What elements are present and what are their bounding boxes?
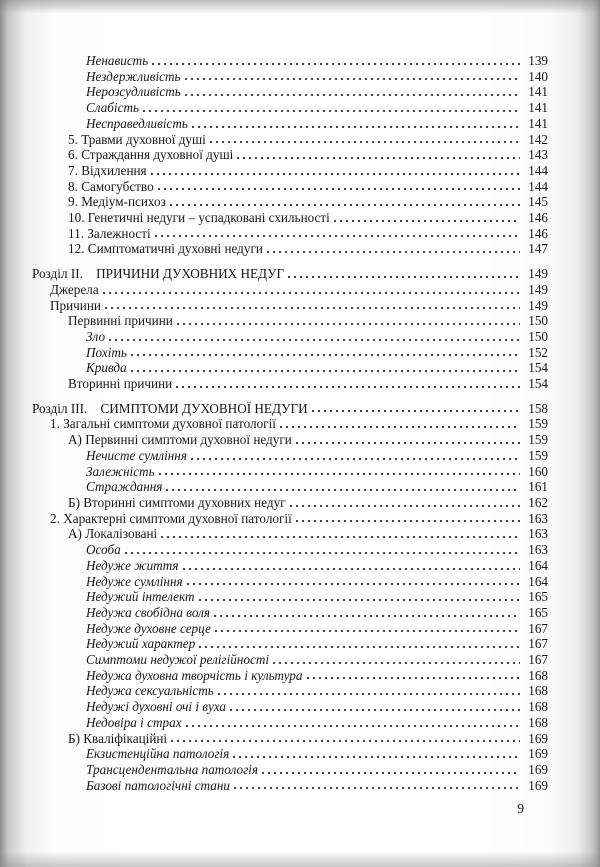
toc-entry-label: Нерозсудливість (86, 84, 181, 100)
leader-dots (158, 179, 520, 195)
toc-entry-page: 152 (528, 344, 548, 360)
toc-entry (32, 266, 548, 282)
toc-entry-label: Зло (86, 328, 106, 344)
leader-dots (143, 100, 520, 116)
leader-dots (290, 495, 520, 511)
leader-dots (334, 210, 520, 226)
toc-entry (32, 84, 548, 100)
leader-dots (105, 298, 520, 314)
leader-dots (192, 116, 520, 132)
toc-entry-page: 139 (528, 53, 548, 68)
toc-entry-page: 168 (528, 714, 548, 730)
toc-entry-page: 169 (528, 761, 548, 777)
toc-entry-label: Причини (50, 297, 101, 313)
toc-entry-label: Недужий інтелект (86, 589, 195, 605)
leader-dots (125, 542, 520, 558)
leader-dots (262, 762, 520, 778)
leader-dots (176, 376, 520, 392)
toc-entry (32, 668, 548, 684)
toc-entry-label: Недужий характер (86, 636, 196, 652)
leader-dots (230, 699, 520, 715)
toc-entry (32, 542, 548, 558)
toc-entry-page: 140 (528, 68, 548, 84)
toc-entry-label: 6. Страждання духовної душі (68, 147, 234, 163)
toc-entry-page: 165 (528, 604, 548, 620)
toc-entry-page: 154 (528, 376, 548, 392)
toc-entry-page: 150 (528, 328, 548, 344)
toc-entry (32, 778, 548, 794)
toc-entry (32, 731, 548, 747)
toc-entry (32, 345, 548, 361)
toc-entry (32, 179, 548, 195)
leader-dots (185, 69, 520, 85)
leader-dots (233, 746, 520, 762)
toc-entry (32, 210, 548, 226)
toc-entry-page: 162 (528, 494, 548, 510)
toc-entry-page: 146 (528, 210, 548, 226)
toc-entry (32, 495, 548, 511)
leader-dots (187, 574, 520, 590)
toc-entry-label: Недужа сексуальність (86, 683, 214, 699)
toc-entry-label: 2. Характерні симптоми духовної патології (50, 510, 292, 526)
toc-entry (32, 746, 548, 762)
toc-entry-page: 168 (528, 667, 548, 683)
toc-entry (32, 416, 548, 432)
toc-entry-label: Недужі духовні очі і вуха (86, 699, 226, 715)
toc-entry-label: Недужа духовна творчість і культура (86, 667, 303, 683)
toc-entry (32, 621, 548, 637)
toc-entry (32, 448, 548, 464)
toc-entry (32, 479, 548, 495)
leader-dots (288, 266, 520, 282)
toc-entry-label: Первинні причини (68, 313, 173, 329)
toc-entry-page: 159 (528, 432, 548, 448)
leader-dots (183, 558, 520, 574)
toc-entry-page: 154 (528, 360, 548, 376)
toc-entry-label: Нечисте сумління (86, 447, 187, 463)
toc-entry-page: 169 (528, 777, 548, 793)
leader-dots (267, 241, 520, 257)
toc-entry-page: 141 (528, 100, 548, 116)
leader-dots (186, 715, 520, 731)
leader-dots (159, 464, 520, 480)
leader-dots (177, 313, 520, 329)
leader-dots (280, 416, 520, 432)
toc-entry (32, 589, 548, 605)
toc-entry-label: 8. Самогубство (68, 178, 154, 194)
leader-dots (185, 84, 520, 100)
toc-entry-label: Вторинні причини (68, 376, 173, 392)
leader-dots (161, 526, 520, 542)
toc-entry-label: Симптоми недужої релігійності (86, 652, 270, 668)
leader-dots (312, 401, 520, 417)
toc-entry (32, 432, 548, 448)
toc-entry-label: 1. Загальні симптоми духовної патології (50, 416, 276, 432)
toc-entry (32, 605, 548, 621)
leader-dots (166, 479, 520, 495)
toc-entry-page: 163 (528, 510, 548, 526)
leader-dots (215, 621, 520, 637)
toc-entry-page: 149 (528, 266, 548, 282)
toc-entry (32, 511, 548, 527)
toc-entry-page: 150 (528, 313, 548, 329)
toc-entry-label: Слабість (86, 100, 139, 116)
toc-entry-page: 167 (528, 620, 548, 636)
leader-dots (171, 731, 520, 747)
leader-dots (103, 282, 520, 298)
leader-dots (237, 147, 520, 163)
toc-entry (32, 298, 548, 314)
toc-entry (32, 715, 548, 731)
toc-entry-page: 146 (528, 225, 548, 241)
toc-entry-page: 169 (528, 746, 548, 762)
leader-dots (152, 53, 520, 69)
toc-entry-page: 145 (528, 194, 548, 210)
toc-entry-page: 164 (528, 557, 548, 573)
toc-entry-label: Б) Кваліфікаційні (68, 730, 168, 746)
toc-entry (32, 360, 548, 376)
toc-entry-page: 167 (528, 636, 548, 652)
toc-entry-page: 161 (528, 479, 548, 495)
toc-entry-label: Розділ II. ПРИЧИНИ ДУХОВНИХ НЕДУГ (32, 266, 285, 282)
toc-entry (32, 526, 548, 542)
toc-entry (32, 313, 548, 329)
toc-entry-label: Недуже сумління (86, 573, 183, 589)
toc-entry-label: Страждання (86, 479, 163, 495)
leader-dots (210, 132, 520, 148)
toc-entry-label: 5. Травми духовної душі (68, 131, 206, 147)
toc-entry (32, 132, 548, 148)
toc-entry-label: 11. Залежності (68, 225, 151, 241)
toc-entry-page: 142 (528, 131, 548, 147)
toc-entry-label: Кривда (86, 360, 127, 376)
toc-entry-page: 147 (528, 241, 548, 257)
page-number: 9 (517, 801, 524, 816)
toc-entry (32, 116, 548, 132)
toc-entry (32, 699, 548, 715)
leader-dots (170, 194, 520, 210)
toc-entry-page: 168 (528, 683, 548, 699)
toc-entry-label: А) Первинні симптоми духовної недуги (68, 432, 292, 448)
toc-entry (32, 636, 548, 652)
toc-entry-label: 7. Відхилення (68, 162, 147, 178)
toc-entry-page: 141 (528, 115, 548, 131)
toc-entry-label: Розділ III. СИМПТОМИ ДУХОВНОЇ НЕДУГИ (32, 400, 308, 416)
toc-entry-page: 167 (528, 652, 548, 668)
toc-entry-label: Базові патологічні стани (86, 777, 230, 793)
toc-entry-page: 159 (528, 416, 548, 432)
toc-entry-label: Нездержливість (86, 68, 181, 84)
toc-entry (32, 163, 548, 179)
toc-entry-page: 164 (528, 573, 548, 589)
toc-entry-label: Особа (86, 542, 121, 558)
toc-entry-label: Недуже духовне серце (86, 620, 211, 636)
toc-entry (32, 464, 548, 480)
toc-entry (32, 329, 548, 345)
toc-entry-page: 158 (528, 400, 548, 416)
toc-entry-page: 168 (528, 699, 548, 715)
toc-entry-page: 143 (528, 147, 548, 163)
leader-dots (273, 652, 520, 668)
leader-dots (199, 589, 520, 605)
leader-dots (109, 329, 520, 345)
toc-entry (32, 241, 548, 257)
toc-entry (32, 53, 548, 69)
leader-dots (214, 605, 520, 621)
toc-entry (32, 652, 548, 668)
toc-entry-label: Ненависть (86, 53, 149, 68)
toc-entry-label: А) Локалізовані (68, 526, 158, 542)
leader-dots (218, 683, 520, 699)
toc-entry-page: 159 (528, 447, 548, 463)
leader-dots (234, 778, 520, 794)
toc-entry-label: Залежність (86, 463, 155, 479)
toc-entry-page: 149 (528, 281, 548, 297)
toc-entry (32, 762, 548, 778)
leader-dots (155, 226, 520, 242)
toc-entry-label: Похіть (86, 344, 127, 360)
toc-entry-label: Недовіра і страх (86, 714, 182, 730)
toc-entry-label: Б) Вторинні симптоми духовних недуг (68, 494, 286, 510)
toc-entry-page: 163 (528, 526, 548, 542)
toc-entry (32, 558, 548, 574)
toc-entry-label: Недуже життя (86, 557, 179, 573)
leader-dots (296, 511, 520, 527)
toc-entry-page: 141 (528, 84, 548, 100)
toc-entry (32, 100, 548, 116)
toc-entry (32, 194, 548, 210)
leader-dots (131, 345, 520, 361)
toc-entry-label: Несправедливість (86, 115, 188, 131)
toc-entry-label: 12. Симптоматичні духовні недуги (68, 241, 263, 257)
leader-dots (199, 636, 520, 652)
toc-entry-page: 144 (528, 178, 548, 194)
toc-entry-page: 169 (528, 730, 548, 746)
toc-entry-label: Недужа свобідна воля (86, 604, 210, 620)
toc-entry (32, 401, 548, 417)
toc-entry-label: 9. Медіум-психоз (68, 194, 166, 210)
toc-entry-page: 165 (528, 589, 548, 605)
toc-entry (32, 574, 548, 590)
toc-entry-page: 144 (528, 162, 548, 178)
toc-entry (32, 147, 548, 163)
toc-entry-label: 10. Генетичні недуги – успадковані схильності (68, 210, 330, 226)
leader-dots (307, 668, 521, 684)
toc-entry-page: 160 (528, 463, 548, 479)
toc-entry (32, 376, 548, 392)
toc-entry-label: Трансцендентальна патологія (86, 761, 259, 777)
toc-entry-label: Екзистенційна патологія (86, 746, 230, 762)
toc-entry (32, 226, 548, 242)
toc-entry-label: Джерела (50, 281, 99, 297)
toc-entry (32, 69, 548, 85)
toc-entry-page: 149 (528, 297, 548, 313)
toc-entry-page: 163 (528, 542, 548, 558)
leader-dots (191, 448, 520, 464)
leader-dots (131, 360, 520, 376)
leader-dots (296, 432, 520, 448)
leader-dots (151, 163, 520, 179)
toc-entry (32, 282, 548, 298)
toc-entry (32, 683, 548, 699)
